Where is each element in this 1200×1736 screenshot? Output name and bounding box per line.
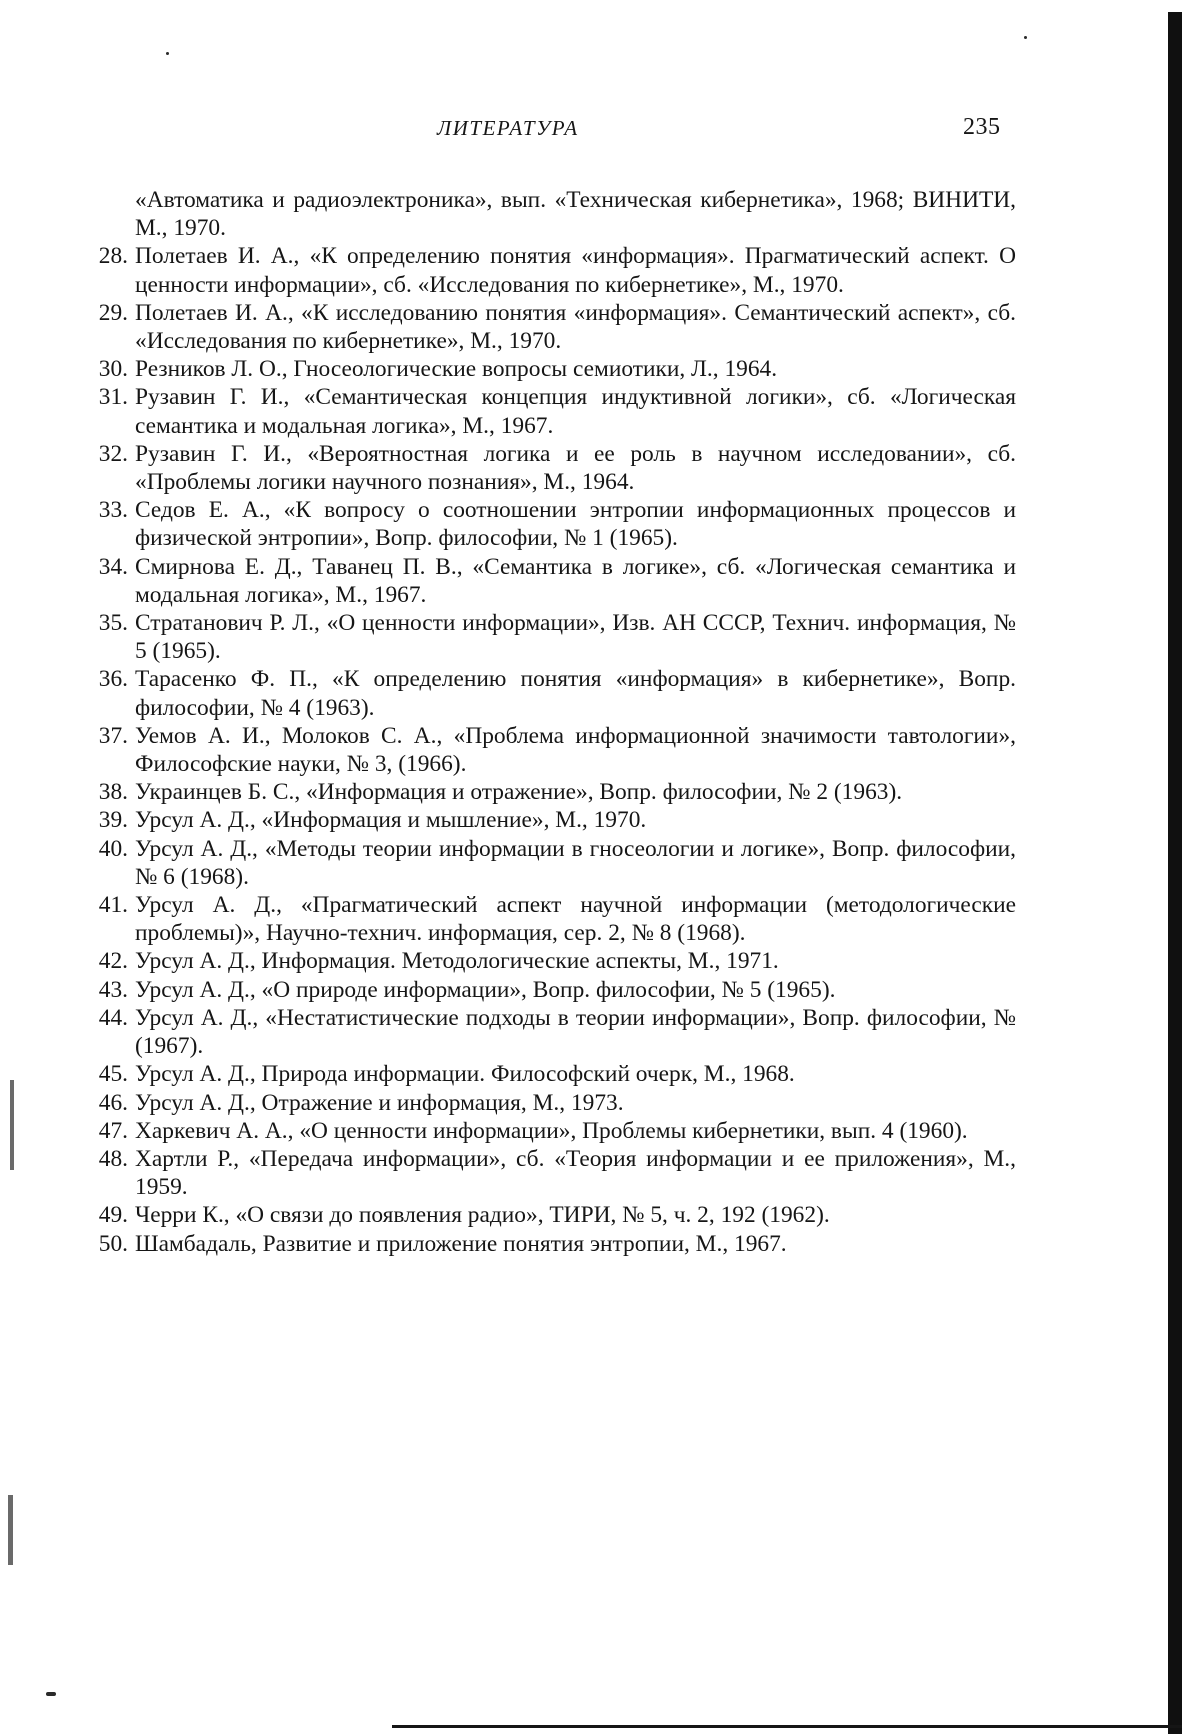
reference-number: 28. <box>98 243 128 270</box>
reference-entry <box>76 722 1016 778</box>
reference-number: 30. <box>98 356 128 383</box>
reference-number: 36. <box>98 666 128 693</box>
reference-entry <box>76 947 1016 975</box>
reference-text: Урсул А. Д., «Прагматический аспект научной информации (методологические проблемы)», Научно-технич. информация, сер. 2, № 8 (1968). <box>135 892 1016 947</box>
reference-number: 29. <box>98 299 128 326</box>
reference-text: Рузавин Г. И., «Семантическая концепция индуктивной логики», сб. «Логическая семантика и модальная логика», М., 1967. <box>135 384 1016 439</box>
reference-list <box>76 186 1016 1258</box>
reference-number: 32. <box>98 440 128 467</box>
scan-speck <box>1024 36 1027 39</box>
reference-text: Резников Л. О., Гносеологические вопросы семиотики, Л., 1964. <box>135 356 778 383</box>
reference-number: 34. <box>98 553 128 580</box>
reference-entry <box>76 440 1016 496</box>
scan-speck <box>166 52 169 55</box>
reference-entry <box>76 1089 1016 1117</box>
reference-text: Тарасенко Ф. П., «К определению понятия «информация» в кибернетике», Вопр. философии, № 4 (1963). <box>135 666 1016 721</box>
reference-number: 35. <box>98 610 128 637</box>
reference-entry <box>76 1004 1016 1060</box>
reference-entry <box>76 609 1016 665</box>
reference-text: Черри К., «О связи до появления радио», ТИРИ, № 5, ч. 2, 192 (1962). <box>135 1202 830 1229</box>
margin-scan-mark <box>8 1495 13 1565</box>
reference-text: Урсул А. Д., «Нестатистические подходы в теории информации», Вопр. философии, № (1967). <box>135 1004 1016 1060</box>
reference-entry <box>76 383 1016 439</box>
reference-number: 39. <box>98 807 128 834</box>
reference-entry <box>76 891 1016 947</box>
reference-text: Стратанович Р. Л., «О ценности информации», Изв. АН СССР, Технич. информация, № 5 (1965). <box>135 610 1016 665</box>
reference-text: Смирнова Е. Д., Таванец П. В., «Семантика в логике», сб. «Логическая семантика и модальная логика», М., 1967. <box>135 553 1016 608</box>
reference-number: 37. <box>98 722 128 749</box>
reference-entry <box>76 1230 1016 1258</box>
reference-number: 44. <box>98 1004 128 1031</box>
reference-text: Урсул А. Д., Природа информации. Философский очерк, М., 1968. <box>135 1061 795 1088</box>
reference-text: Полетаев И. А., «К определению понятия «информация». Прагматический аспект. О ценности информации», сб. «Исследования по кибернетике», М., 1970. <box>135 243 1016 298</box>
reference-number: 46. <box>98 1089 128 1116</box>
reference-text: Урсул А. Д., Отражение и информация, М., 1973. <box>135 1089 624 1116</box>
reference-number: 38. <box>98 779 128 806</box>
reference-text: Седов Е. А., «К вопросу о соотношении энтропии информационных процессов и физической энтропии», Вопр. философии, № 1 (1965). <box>135 497 1016 552</box>
reference-entry <box>76 806 1016 834</box>
reference-number: 42. <box>98 948 128 975</box>
reference-entry <box>76 1117 1016 1145</box>
reference-entry <box>76 778 1016 806</box>
reference-text: Украинцев Б. С., «Информация и отражение», Вопр. философии, № 2 (1963). <box>135 779 903 806</box>
reference-text: Шамбадаль, Развитие и приложение понятия энтропии, М., 1967. <box>135 1230 787 1257</box>
running-head <box>0 116 1200 146</box>
reference-entry <box>76 835 1016 891</box>
reference-text: Харкевич А. А., «О ценности информации», Проблемы кибернетики, вып. 4 (1960). <box>135 1117 968 1144</box>
reference-entry <box>76 665 1016 721</box>
reference-text: Хартли Р., «Передача информации», сб. «Теория информации и ее приложения», М., 1959. <box>135 1145 1016 1201</box>
reference-text: «Автоматика и радиоэлектроника», вып. «Техническая кибернетика», 1968; ВИНИТИ, М., 1970. <box>135 187 1016 242</box>
reference-entry <box>76 1145 1016 1201</box>
margin-scan-mark <box>10 1080 14 1170</box>
reference-number: 40. <box>98 835 128 862</box>
reference-number: 45. <box>98 1061 128 1088</box>
reference-text: Урсул А. Д., «О природе информации», Вопр. философии, № 5 (1965). <box>135 976 836 1003</box>
reference-number: 33. <box>98 497 128 524</box>
reference-number: 48. <box>98 1145 128 1172</box>
reference-entry <box>76 1060 1016 1088</box>
reference-number: 41. <box>98 892 128 919</box>
reference-number: 50. <box>98 1230 128 1257</box>
reference-number: 43. <box>98 976 128 1003</box>
reference-entry <box>76 496 1016 552</box>
reference-text: Урсул А. Д., «Методы теории информации в гносеологии и логике», Вопр. философии, № 6 (1968). <box>135 835 1016 890</box>
reference-entry <box>76 242 1016 298</box>
reference-entry <box>76 1201 1016 1229</box>
reference-text: Урсул А. Д., Информация. Методологические аспекты, М., 1971. <box>135 948 779 975</box>
page-number: 235 <box>963 114 1001 140</box>
running-title: ЛИТЕРАТУРА <box>437 116 579 140</box>
scan-speck <box>46 1692 56 1696</box>
reference-text: Полетаев И. А., «К исследованию понятия «информация». Семантический аспект», сб. «Исследования по кибернетике», М., 1970. <box>135 299 1016 355</box>
reference-entry <box>76 553 1016 609</box>
reference-text: Уемов А. И., Молоков С. А., «Проблема информационной значимости тавтологии», Философские науки, № 3, (1966). <box>135 722 1016 778</box>
page-bottom-edge <box>392 1725 1182 1728</box>
binding-edge-shadow <box>1168 12 1182 1734</box>
reference-number: 31. <box>98 384 128 411</box>
reference-entry <box>76 976 1016 1004</box>
reference-entry <box>76 299 1016 355</box>
reference-text: Урсул А. Д., «Информация и мышление», М., 1970. <box>135 807 647 834</box>
reference-number: 47. <box>98 1117 128 1144</box>
reference-text: Рузавин Г. И., «Вероятностная логика и ее роль в научном исследовании», сб. «Проблемы логики научного познания», М., 1964. <box>135 440 1016 496</box>
reference-number: 49. <box>98 1202 128 1229</box>
reference-entry <box>76 186 1016 242</box>
reference-entry <box>76 355 1016 383</box>
